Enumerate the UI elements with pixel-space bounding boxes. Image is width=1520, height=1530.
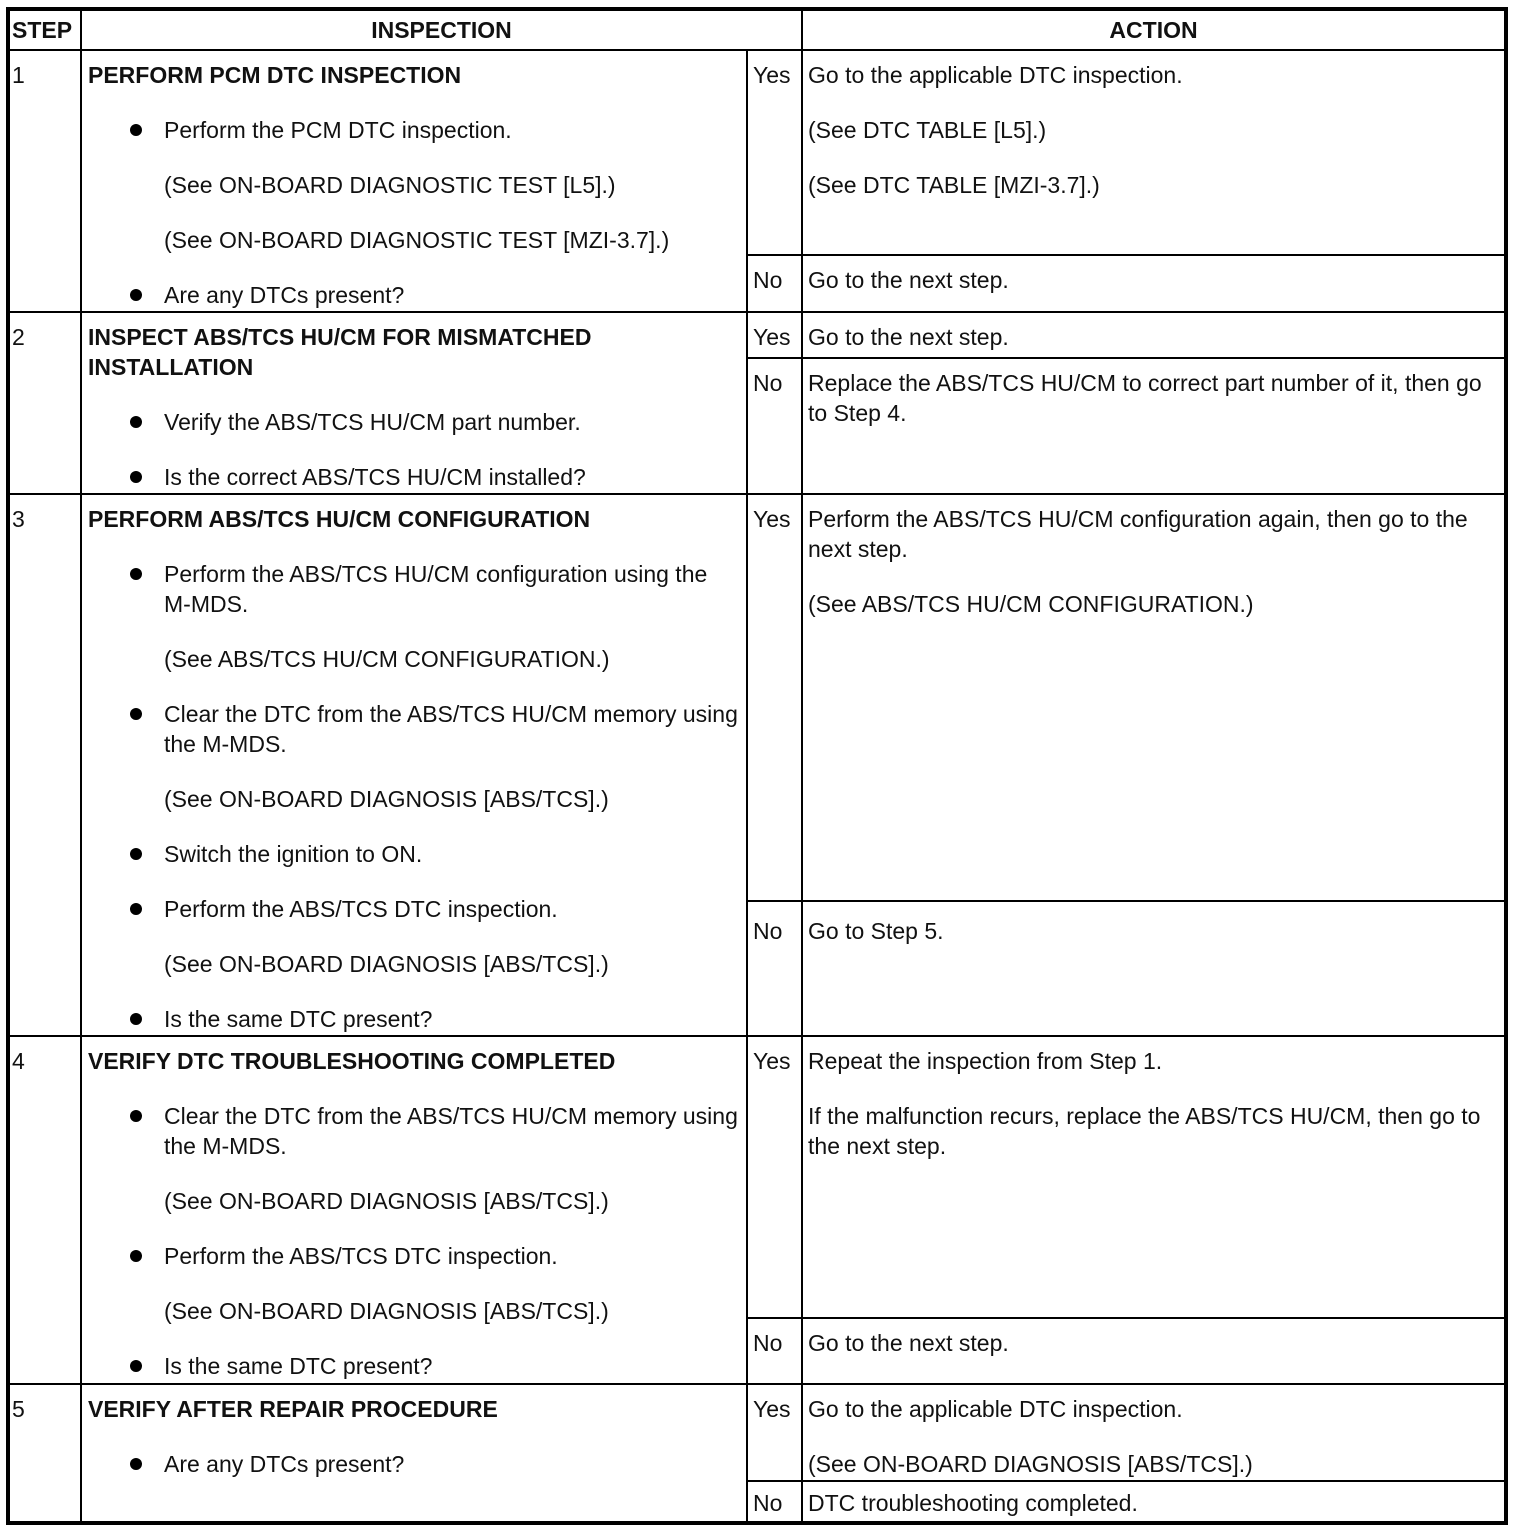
no-label: No (747, 901, 802, 1036)
bullet-item: Switch the ignition to ON. (88, 839, 740, 869)
no-label: No (747, 1318, 802, 1384)
inspection-title: PERFORM PCM DTC INSPECTION (88, 62, 462, 88)
reference-text: (See ON-BOARD DIAGNOSIS [ABS/TCS].) (164, 1188, 609, 1214)
bullet-item: Verify the ABS/TCS HU/CM part number. (88, 407, 740, 437)
header-action: ACTION (802, 9, 1506, 50)
bullet-item: Is the same DTC present? (88, 1351, 740, 1381)
no-action (802, 1318, 1506, 1384)
action-text: Go to the next step. (808, 267, 1009, 293)
bullet-item: Perform the ABS/TCS DTC inspection. (88, 894, 740, 924)
inspection-cell (81, 1036, 747, 1384)
inspection-title: VERIFY AFTER REPAIR PROCEDURE (88, 1396, 498, 1422)
inspection-title: PERFORM ABS/TCS HU/CM CONFIGURATION (88, 506, 591, 532)
action-text: Perform the ABS/TCS HU/CM configuration again, then go to the next step. (808, 506, 1468, 562)
inspection-title: VERIFY DTC TROUBLESHOOTING COMPLETED (88, 1048, 616, 1074)
reference-text: (See ON-BOARD DIAGNOSIS [ABS/TCS].) (164, 951, 609, 977)
header-inspection: INSPECTION (81, 9, 802, 50)
bullet-item: Is the correct ABS/TCS HU/CM installed? (88, 462, 740, 492)
action-text: Go to Step 5. (808, 918, 944, 944)
yes-label: Yes (747, 50, 802, 255)
bullet-item: Perform the ABS/TCS HU/CM configuration using the M-MDS. (88, 559, 740, 619)
no-action (802, 255, 1506, 312)
bullet-item: Are any DTCs present? (88, 280, 740, 310)
bullet-item: Perform the ABS/TCS DTC inspection. (88, 1241, 740, 1271)
action-text: Go to the next step. (808, 1330, 1009, 1356)
header-row (8, 9, 1506, 50)
action-text: If the malfunction recurs, replace the ABS/TCS HU/CM, then go to the next step. (808, 1103, 1481, 1159)
action-text: Replace the ABS/TCS HU/CM to correct part number of it, then go to Step 4. (808, 370, 1482, 426)
yes-action (802, 1036, 1506, 1318)
yes-label: Yes (747, 1384, 802, 1481)
bullet-item: Are any DTCs present? (88, 1449, 740, 1479)
no-label: No (747, 358, 802, 494)
step-number: 4 (8, 1036, 81, 1384)
action-text: Repeat the inspection from Step 1. (808, 1048, 1163, 1074)
inspection-cell (81, 50, 747, 312)
yes-action (802, 50, 1506, 255)
yes-label: Yes (747, 1036, 802, 1318)
step-3-yes-row (8, 494, 1506, 901)
header-step: STEP (8, 9, 81, 50)
action-text: Go to the applicable DTC inspection. (808, 1396, 1183, 1422)
inspection-cell (81, 312, 747, 494)
inspection-cell (81, 494, 747, 1036)
inspection-title: INSPECT ABS/TCS HU/CM FOR MISMATCHED INSTALLATION (88, 324, 592, 380)
yes-label: Yes (747, 312, 802, 358)
step-1-yes-row (8, 50, 1506, 255)
action-text: (See ABS/TCS HU/CM CONFIGURATION.) (808, 591, 1254, 617)
action-text: Go to the next step. (808, 324, 1009, 350)
step-4-yes-row (8, 1036, 1506, 1318)
bullet-item: Clear the DTC from the ABS/TCS HU/CM memory using the M-MDS. (88, 699, 740, 759)
step-number: 3 (8, 494, 81, 1036)
diagnostic-procedure-table (6, 7, 1508, 1525)
action-text: (See ON-BOARD DIAGNOSIS [ABS/TCS].) (808, 1451, 1253, 1477)
step-number: 2 (8, 312, 81, 494)
no-label: No (747, 255, 802, 312)
reference-text: (See ABS/TCS HU/CM CONFIGURATION.) (164, 646, 610, 672)
reference-text: (See ON-BOARD DIAGNOSTIC TEST [L5].) (164, 172, 616, 198)
reference-text: (See ON-BOARD DIAGNOSIS [ABS/TCS].) (164, 1298, 609, 1324)
action-text: (See DTC TABLE [MZI-3.7].) (808, 172, 1100, 198)
inspection-cell (81, 1384, 747, 1523)
bullet-item: Clear the DTC from the ABS/TCS HU/CM memory using the M-MDS. (88, 1101, 740, 1161)
no-action (802, 1481, 1506, 1523)
bullet-item: Is the same DTC present? (88, 1004, 740, 1034)
action-text: Go to the applicable DTC inspection. (808, 62, 1183, 88)
step-number: 5 (8, 1384, 81, 1523)
no-action (802, 901, 1506, 1036)
yes-action (802, 1384, 1506, 1481)
yes-action (802, 494, 1506, 901)
action-text: DTC troubleshooting completed. (808, 1490, 1138, 1516)
action-text: (See DTC TABLE [L5].) (808, 117, 1047, 143)
step-5-yes-row (8, 1384, 1506, 1481)
reference-text: (See ON-BOARD DIAGNOSIS [ABS/TCS].) (164, 786, 609, 812)
yes-label: Yes (747, 494, 802, 901)
step-number: 1 (8, 50, 81, 312)
reference-text: (See ON-BOARD DIAGNOSTIC TEST [MZI-3.7].) (164, 227, 670, 253)
no-action (802, 358, 1506, 494)
step-2-yes-row (8, 312, 1506, 358)
yes-action (802, 312, 1506, 358)
bullet-item: Perform the PCM DTC inspection. (88, 115, 740, 145)
no-label: No (747, 1481, 802, 1523)
